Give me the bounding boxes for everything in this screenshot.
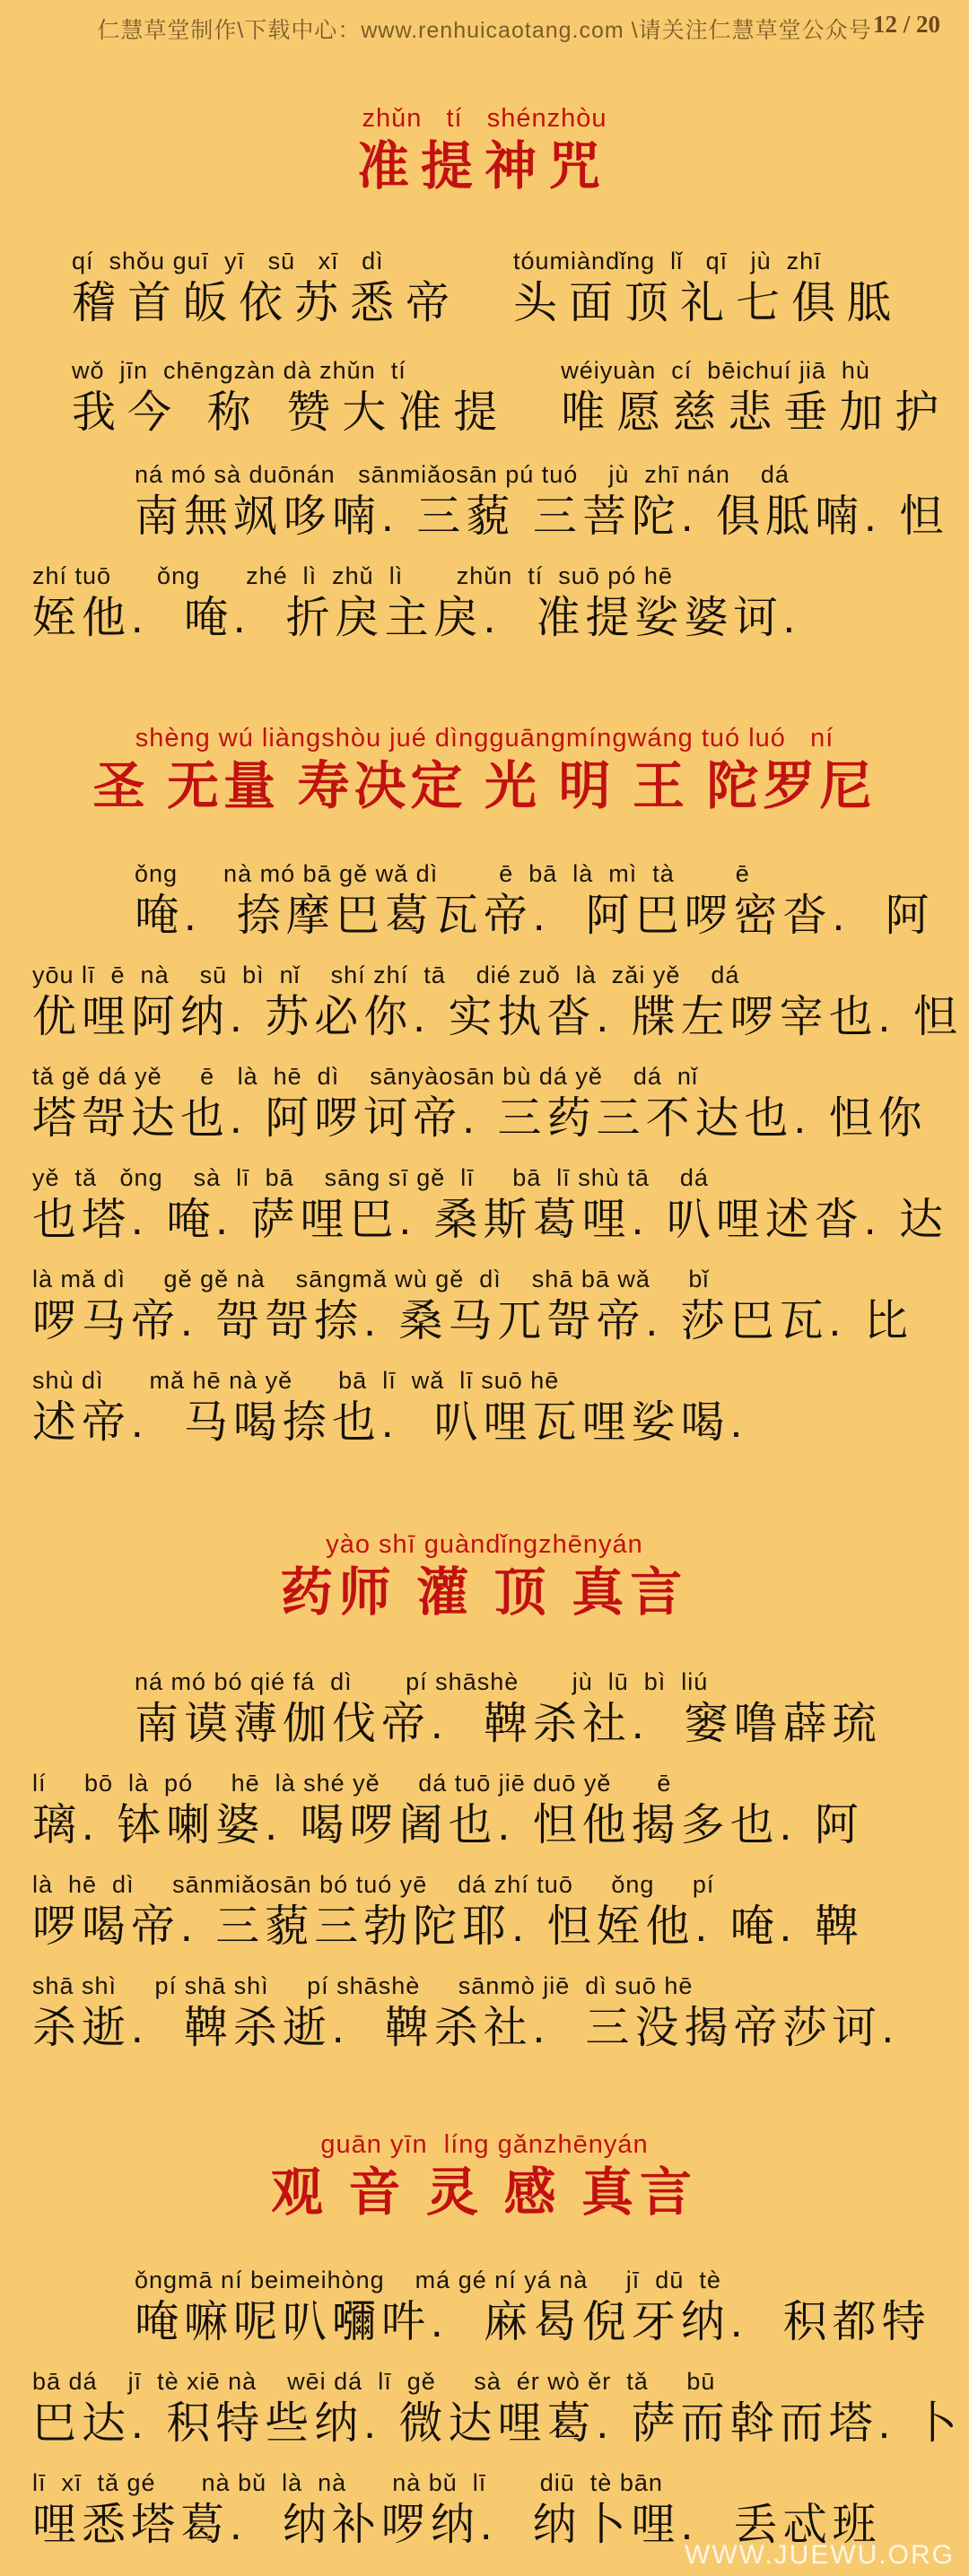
page-header <box>0 0 969 45</box>
mantra-line <box>0 858 969 943</box>
hanzi-line: 头面顶礼七俱胝 <box>513 279 904 327</box>
mantra-line <box>0 1264 969 1348</box>
mantra-line <box>0 1971 969 2055</box>
pinyin-line: ná mó bó qié fá dì pí shāshè jù lū bì liú <box>135 1668 709 1695</box>
hanzi-line: 优哩阿纳. 苏必你. 实执沓. 牒左啰宰也. 怛 <box>32 993 963 1041</box>
hanzi-line: 也塔. 唵. 萨哩巴. 桑斯葛哩. 叭哩述沓. 达 <box>32 1196 949 1244</box>
pinyin-line: wǒ jīn chēngzàn dà zhǔn tí <box>72 357 406 384</box>
mantra-line <box>0 2265 969 2349</box>
mantra-line <box>0 1768 969 1852</box>
section-title-guanyin <box>0 2128 969 2225</box>
section-title-pinyin: guān yīn líng gǎnzhēnyán <box>320 2130 649 2159</box>
hanzi-line: 我今 称 赞大准提 <box>72 388 510 437</box>
hanzi-line: 述帝. 马喝捺也. 叭哩瓦哩娑喝. <box>32 1398 748 1447</box>
header-info-text: 仁慧草堂制作\下载中心：www.renhuicaotang.com \请关注仁慧草堂公众号 <box>97 18 872 43</box>
section-title-pinyin: zhǔn tí shénzhòu <box>362 104 607 133</box>
pinyin-line: bā dá jī tè xiē nà wēi dá lī gě sà ér wò ěr tǎ bū <box>32 2368 716 2395</box>
pinyin-line: yōu lī ē nà sū bì nǐ shí zhí tā dié zuǒ là zǎi yě dá <box>32 962 740 988</box>
pinyin-line: tóumiàndǐng lǐ qī jù zhī <box>513 248 822 274</box>
mantra-line <box>0 1365 969 1449</box>
section-title-hanzi: 圣 无量 寿决定 光 明 王 陀罗尼 <box>92 757 877 815</box>
mantra-line <box>0 561 969 645</box>
pinyin-line: ǒng nà mó bā gě wǎ dì ē bā là mì tà ē <box>135 860 750 887</box>
verse-cell <box>72 355 509 439</box>
hanzi-line: 哩悉塔葛. 纳补啰纳. 纳卜哩. 丢忒班 <box>32 2501 882 2549</box>
pinyin-line: shù dì mǎ hē nà yě bā lī wǎ lī suō hē <box>32 1367 560 1394</box>
hanzi-line: 唵. 捺摩巴葛瓦帝. 阿巴啰密沓. 阿 <box>135 892 935 940</box>
pinyin-line: là hē dì sānmiǎosān bó tuó yē dá zhí tuō ǒng pí <box>32 1871 715 1898</box>
pinyin-line: zhí tuō ǒng zhé lì zhǔ lì zhǔn tí suō pó hē <box>32 562 673 589</box>
section-title-zhunti <box>0 102 969 199</box>
hanzi-line: 啰马帝. 哿哿捺. 桑马兀哿帝. 莎巴瓦. 比 <box>32 1297 913 1345</box>
hanzi-line: 稽首皈依苏悉帝 <box>72 279 462 327</box>
verse-row <box>0 355 969 439</box>
verse-row <box>0 246 969 330</box>
pinyin-line: yě tǎ ǒng sà lī bā sāng sī gě lī bā lī shù tā dá <box>32 1164 709 1191</box>
hanzi-line: 塔哿达也. 阿啰诃帝. 三药三不达也. 怛你 <box>32 1094 928 1143</box>
mantra-line <box>0 459 969 544</box>
mantra-line <box>0 2366 969 2450</box>
section-title-yaoshi <box>0 1528 969 1625</box>
section-title-hanzi: 药师 灌 顶 真言 <box>280 1563 689 1622</box>
section-title-wuliangshou <box>0 722 969 819</box>
verse-cell <box>561 355 950 439</box>
verse-cell <box>72 246 461 330</box>
pinyin-line: là mǎ dì gě gě nà sāngmǎ wù gě dì shā bā wǎ bǐ <box>32 1266 710 1292</box>
pinyin-line: tǎ gě dá yě ē là hē dì sānyàosān bù dá yě dá nǐ <box>32 1063 698 1090</box>
verse-cell <box>513 246 903 330</box>
mantra-line <box>0 960 969 1044</box>
hanzi-line: 唯愿慈悲垂加护 <box>561 388 951 437</box>
section-title-hanzi: 观 音 灵 感 真言 <box>270 2163 698 2222</box>
pinyin-line: wéiyuàn cí bēichuí jiā hù <box>561 357 870 384</box>
hanzi-line: 杀逝. 鞞杀逝. 鞞杀社. 三没揭帝莎诃. <box>32 2004 900 2052</box>
pinyin-line: qí shǒu guī yī sū xī dì <box>72 248 384 274</box>
pinyin-line: lí bō là pó hē là shé yě dá tuō jiē duō yě ē <box>32 1770 672 1797</box>
section-title-pinyin: shèng wú liàngshòu jué dìngguāngmíngwáng tuó luó ní <box>135 724 834 753</box>
hanzi-line: 巴达. 积特些纳. 微达哩葛. 萨而斡而塔. 卜 <box>32 2399 963 2448</box>
mantra-line <box>0 2467 969 2552</box>
pinyin-line: ná mó sà duōnán sānmiǎosān pú tuó jù zhī nán dá <box>135 461 790 488</box>
hanzi-line: 啰喝帝. 三藐三勃陀耶. 怛姪他. 唵. 鞞 <box>32 1902 864 1951</box>
pinyin-line: lī xī tǎ gé nà bǔ là nà nà bǔ lī diū tè bān <box>32 2469 663 2496</box>
hanzi-line: 南無飒哆喃. 三藐 三菩陀. 俱胝喃. 怛 <box>135 492 949 541</box>
mantra-line <box>0 1061 969 1145</box>
site-watermark: WWW.JUEWU.ORG <box>685 2540 955 2570</box>
mantra-line <box>0 1667 969 1751</box>
hanzi-line: 姪他. 唵. 折戾主戾. 准提娑婆诃. <box>32 594 801 642</box>
mantra-line <box>0 1869 969 1954</box>
hanzi-line: 璃. 钵喇婆. 喝啰阇也. 怛他揭多也. 阿 <box>32 1801 864 1849</box>
page-number: 12 / 20 <box>872 11 940 38</box>
hanzi-line: 唵嘛呢叭𡄣吽. 麻曷倪牙纳. 积都特 <box>135 2298 931 2346</box>
section-title-hanzi: 准提神咒 <box>356 137 612 196</box>
pinyin-line: ǒngmā ní beimeihòng má gé ní yá nà jī dū tè <box>135 2267 721 2293</box>
pinyin-line: shā shì pí shā shì pí shāshè sānmò jiē dì suō hē <box>32 1972 694 1999</box>
hanzi-line: 南谟薄伽伐帝. 鞞杀社. 窭噜薜琉 <box>135 1700 882 1748</box>
section-title-pinyin: yào shī guàndǐngzhēnyán <box>326 1530 643 1559</box>
mantra-line <box>0 1162 969 1247</box>
